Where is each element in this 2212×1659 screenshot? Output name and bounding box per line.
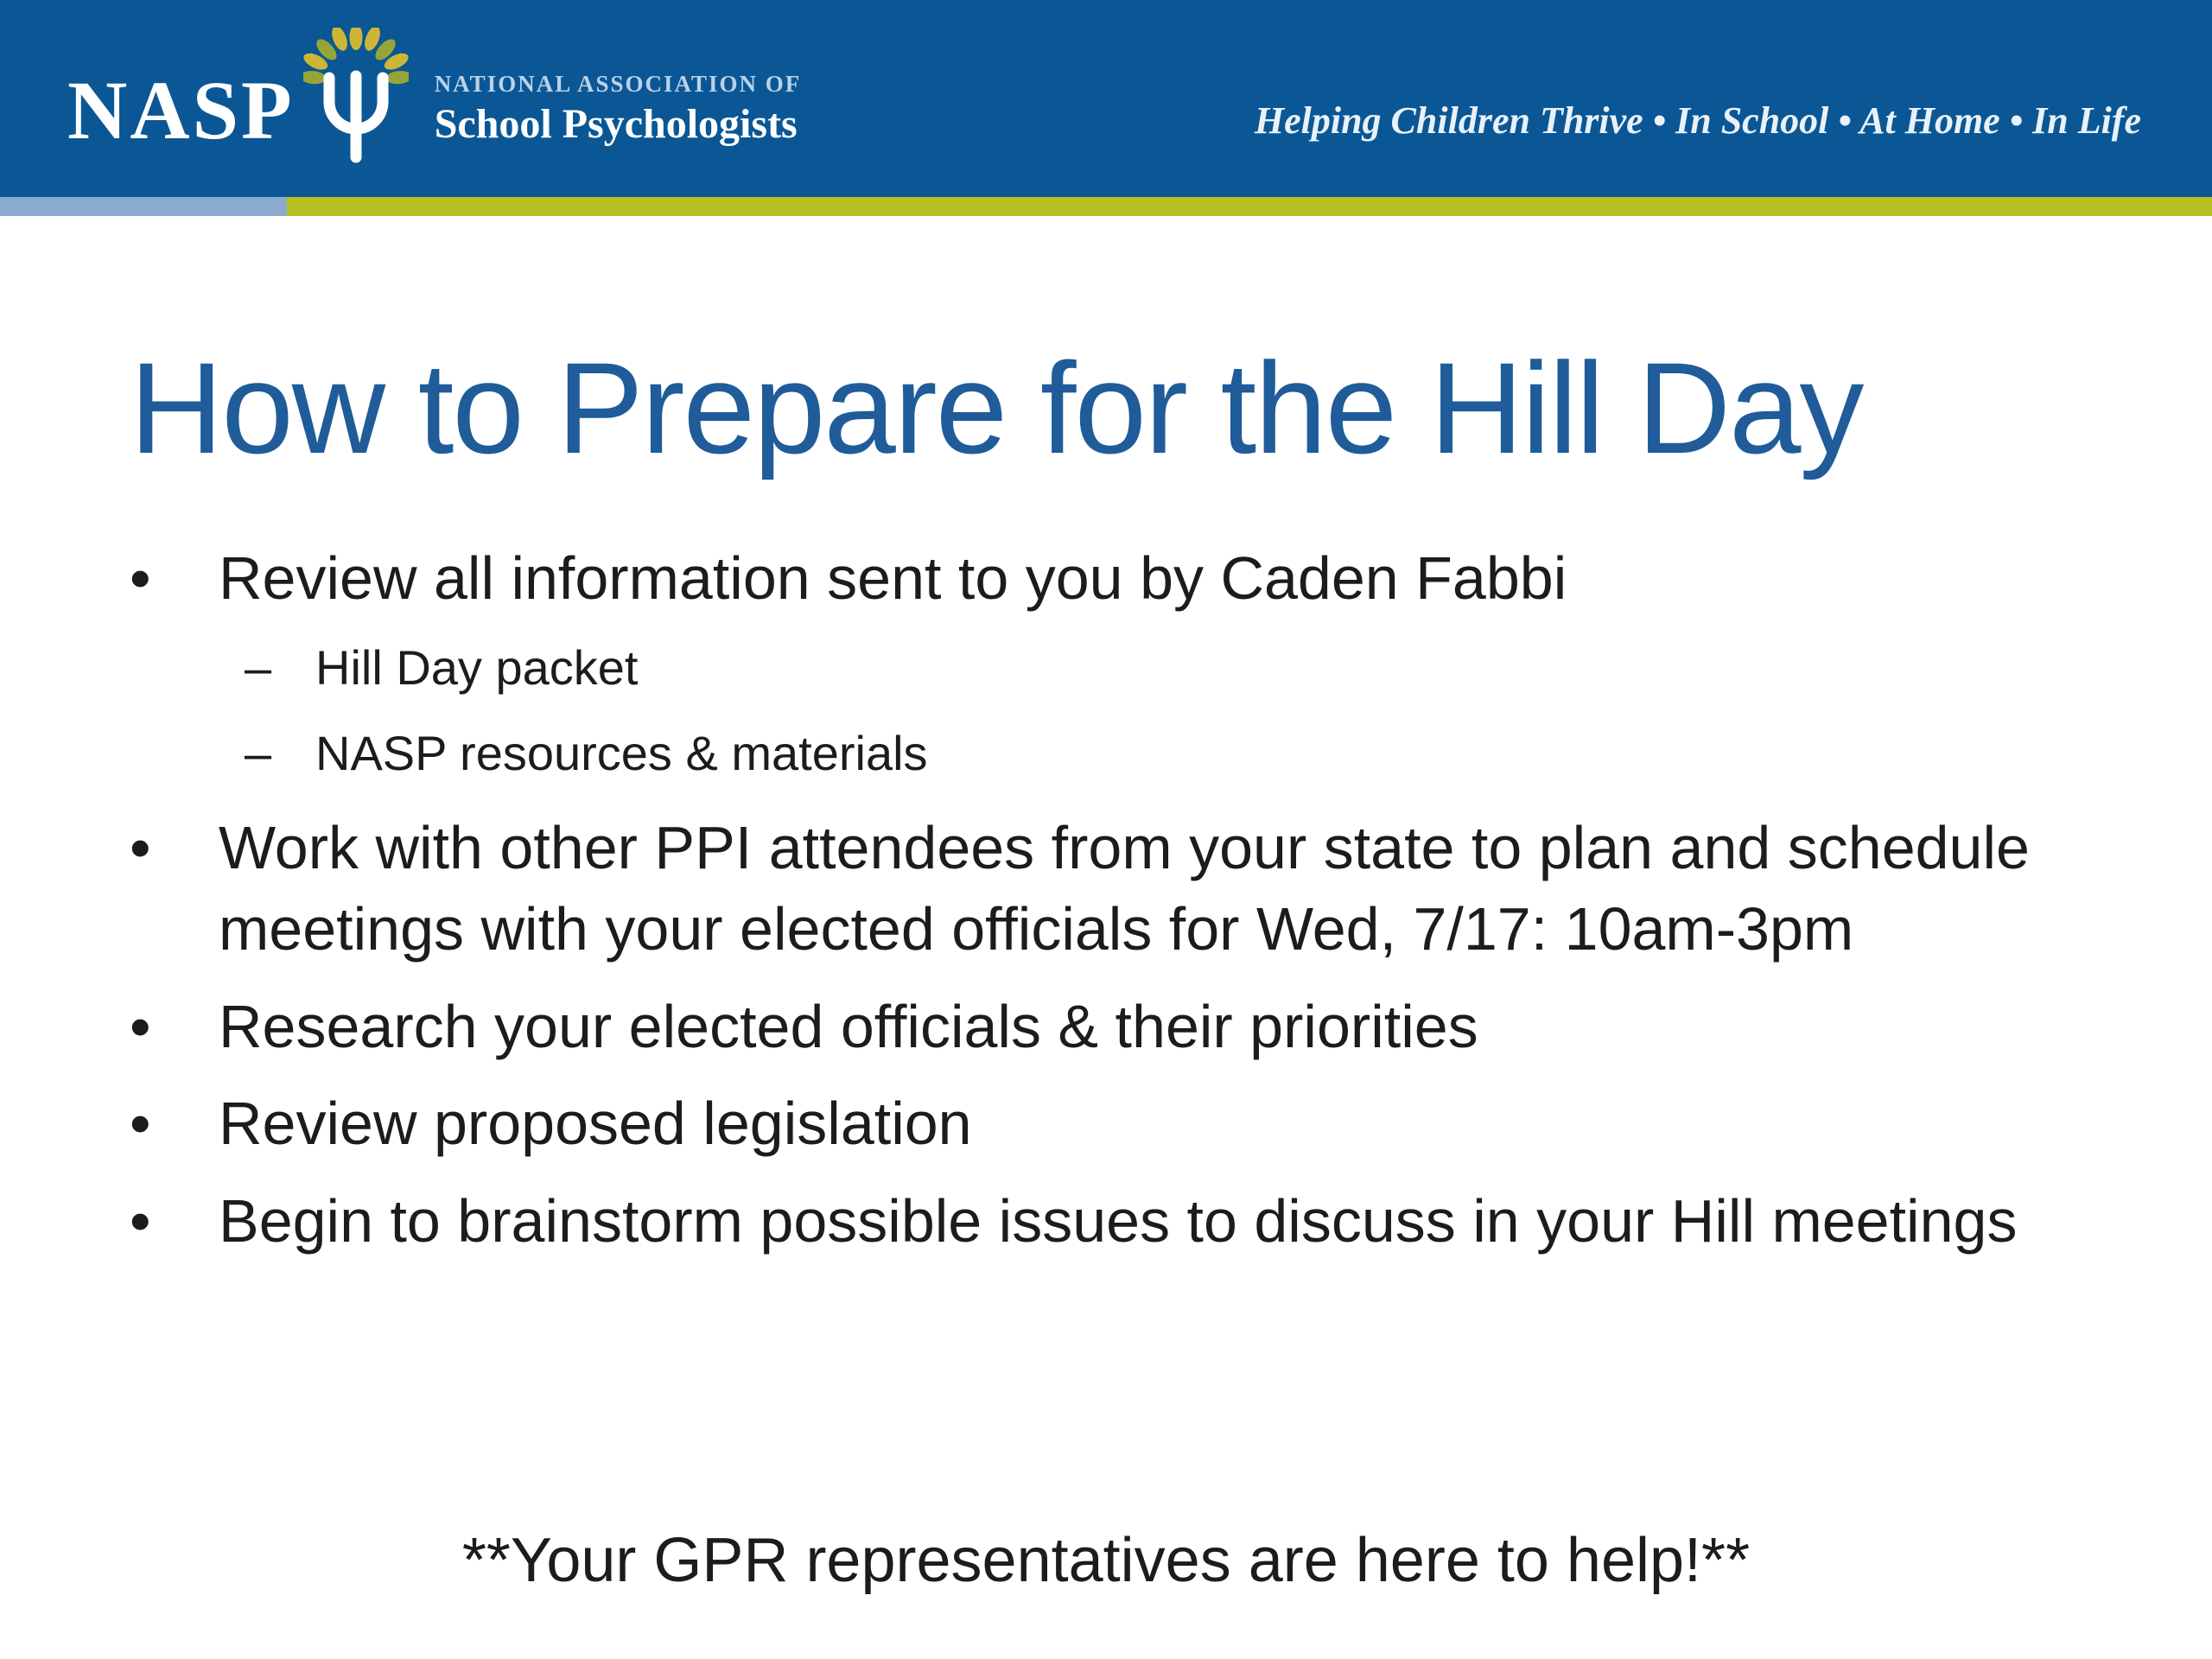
bullet-text: Begin to brainstorm possible issues to discuss in your Hill meetings — [219, 1186, 2018, 1255]
sub-bullet-list — [245, 635, 2117, 786]
header-banner — [0, 0, 2212, 197]
accent-stripe-right — [287, 197, 2212, 216]
bullet-text: Review proposed legislation — [219, 1090, 972, 1158]
bullet-item — [130, 1083, 2117, 1165]
bullet-item — [130, 1180, 2117, 1262]
org-name-line1: NATIONAL ASSOCIATION OF — [434, 70, 802, 97]
sub-bullet-item — [245, 635, 2117, 701]
bullet-list — [130, 537, 2117, 1277]
bullet-marker: • — [130, 813, 151, 881]
dash-marker: – — [245, 639, 272, 695]
bullet-marker: • — [130, 1186, 151, 1255]
footer-note: **Your GPR representatives are here to help!** — [461, 1526, 1751, 1595]
dash-marker: – — [245, 726, 272, 781]
bullet-item — [130, 986, 2117, 1068]
nasp-wordmark: NASP — [67, 64, 295, 156]
sub-bullet-text: NASP resources & materials — [315, 726, 928, 781]
sub-bullet-text: Hill Day packet — [315, 639, 639, 695]
accent-stripe — [0, 197, 2212, 216]
sub-bullet-item — [245, 721, 2117, 786]
org-name — [435, 72, 802, 148]
slide-title: How to Prepare for the Hill Day — [130, 335, 1863, 480]
bullet-text: Research your elected officials & their priorities — [219, 992, 1478, 1060]
psi-tree-icon — [303, 28, 409, 164]
org-name-line2: School Psychologists — [434, 101, 798, 148]
bullet-marker: • — [130, 1090, 151, 1158]
bullet-item — [130, 807, 2117, 970]
nasp-logo — [67, 24, 801, 173]
bullet-text: Work with other PPI attendees from your state to plan and schedule meetings with your elected officials for Wed, 7/17: 10am-3pm — [219, 813, 2030, 963]
bullet-text: Review all information sent to you by Caden Fabbi — [219, 544, 1567, 612]
accent-stripe-left — [0, 197, 287, 216]
bullet-marker: • — [130, 992, 151, 1060]
bullet-item — [130, 537, 2117, 620]
bullet-marker: • — [130, 544, 151, 612]
tagline: Helping Children Thrive • In School • At Home • In Life — [1254, 99, 2141, 142]
